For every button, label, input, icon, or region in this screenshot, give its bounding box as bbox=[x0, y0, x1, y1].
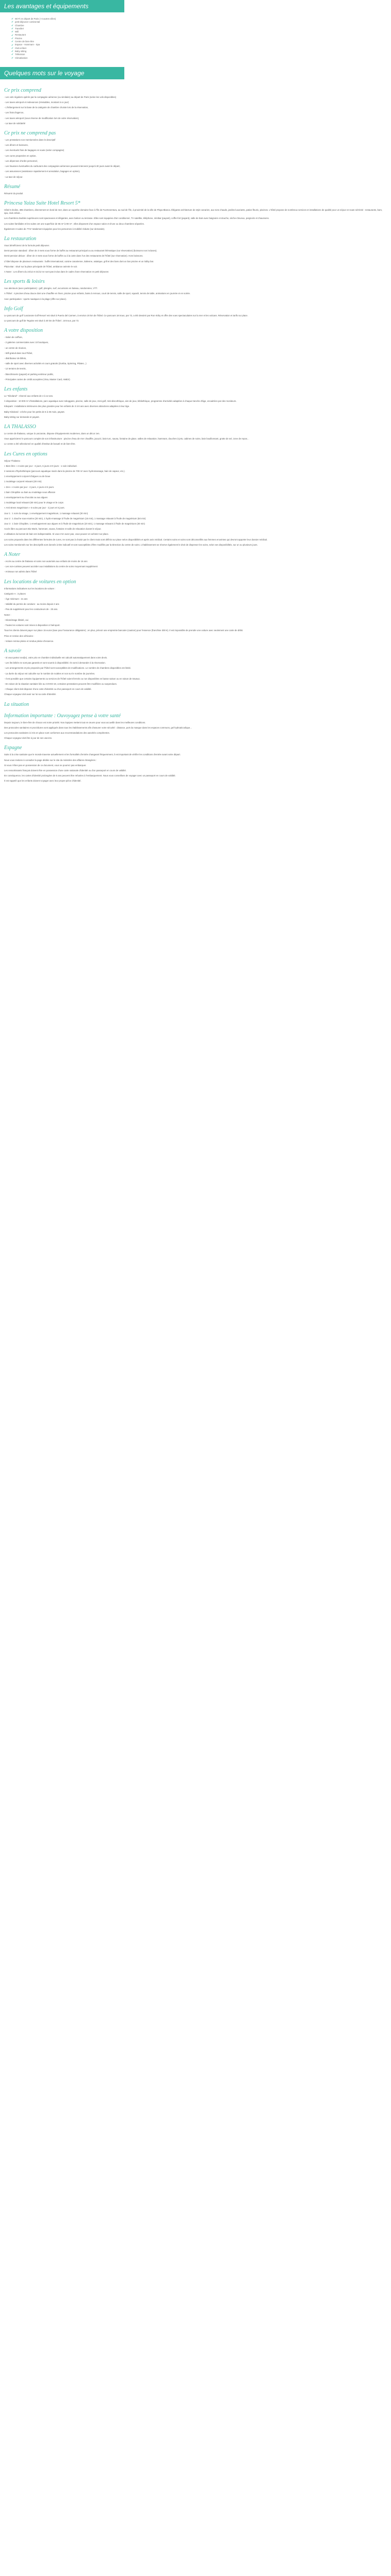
section-paragraph: Les chambres doubles supérieures sont spacieuses et élégantes, avec balcon ou terrasse. Elles sont équipées d'air conditionné, TV satellite, téléphone, minibar (payant), coffre-fort (payant), salle de bain avec baignoire et douche, sèche-cheveux, peignoirs et chaussons. bbox=[4, 217, 269, 220]
section-paragraph: Vous apprécierez le parcours complet de son infrastructure : piscine d'eau de mer chauffée, jacuzzi, bain turc, sauna, fontaine de glace, salles de relaxation, hammam, douches à jets, cabines de soins, bain bouillonnant, grotte de sel, zone de repos... bbox=[4, 437, 249, 440]
section-paragraph: 2 sessions d'hydrothérapie (parcours aquatique marin dans la piscine de 700 m² avec hydromassage, bain de vapeur, etc.). bbox=[4, 470, 125, 473]
section-paragraph: - La taxe de solidarité bbox=[4, 122, 26, 125]
section-paragraph: - Les dîners et boissons, bbox=[4, 144, 28, 147]
section-paragraph: Des protocoles sanitaires et procédures sont appliqués dans tous les établissements afin d'assurer votre sécurité : distance, port du masque dans les espaces communs, gel hydroalcoolique... bbox=[4, 726, 192, 729]
section-paragraph: - Les vols réguliers opérés par la compagnie aérienne (ou similaire) au départ de Paris (selon les vols disponibles) bbox=[4, 95, 117, 98]
advantage-label: Télévision bbox=[15, 53, 25, 56]
section-title: A Noter bbox=[4, 552, 21, 558]
section-paragraph: L'utilisation du bonnet de bain est indispensable. Si vous n'en avez pas, vous pouvez en acheter sur place. bbox=[4, 533, 109, 536]
section-paragraph: - Âge minimum : 21 ans bbox=[4, 598, 28, 601]
section-paragraph: Le centre a été sélectionné en qualité d'institut de beauté et de bien-être. bbox=[4, 443, 76, 446]
advantage-label: Transfert bbox=[15, 27, 24, 30]
info-section bbox=[4, 702, 387, 708]
section-paragraph: - Les prestations non mentionnées dans le descriptif bbox=[4, 139, 56, 142]
section-paragraph: Chaque voyageur doit avoir sur lui sa carte d'identité. bbox=[4, 693, 57, 696]
section-paragraph: Chaque voyageur doit être à jour de ses vaccins. bbox=[4, 737, 53, 740]
section-paragraph: A Noter : Les dîners du 24/12 et 31/12 ne sont pas inclus dans le cadre d'une réservation en petit déjeuner. bbox=[4, 270, 109, 273]
section-paragraph: Les protocoles sanitaires ici mis en place sont conformes aux recommandations des autorités compétentes. bbox=[4, 731, 110, 734]
check-icon: ✔ bbox=[11, 37, 14, 40]
section-paragraph: Vous bénéficierez de la formule petit déjeuner. bbox=[4, 244, 50, 247]
section-paragraph: « Zen » 4 soins par jour - 2 jours, 4 jours et 6 jours. bbox=[4, 485, 55, 488]
section-paragraph: - Principales cartes de crédit acceptées (Visa, Master Card, AMEX) bbox=[4, 378, 70, 381]
info-section bbox=[4, 88, 387, 125]
section-title: La situation bbox=[4, 701, 29, 707]
section-paragraph: 1 modelage local relaxant (50 min) pour le visage et le corps bbox=[4, 501, 63, 504]
check-icon: ✔ bbox=[11, 56, 14, 60]
section-paragraph: 1 enveloppement corporel d'algues ou de boue bbox=[4, 475, 51, 478]
section-paragraph: - Les hausses éventuelles du carburant des compagnies aériennes pouvant intervenir jusqu'à 30 jours avant le départ, bbox=[4, 165, 120, 168]
section-paragraph: - Les taxes aéroport (sous réserve de modification lors de votre réservation), bbox=[4, 116, 79, 120]
section-paragraph: Si vous n'êtes pas en possession de ce document, vous ne pourrez pas embarquer. bbox=[4, 764, 87, 767]
info-section bbox=[4, 328, 387, 381]
section-paragraph: - Pas de supplément pour les conducteurs de - 25 ans. bbox=[4, 608, 58, 611]
check-icon: ✔ bbox=[11, 46, 14, 50]
section-title: Les locations de voitures en option bbox=[4, 579, 76, 585]
section-paragraph: Le parcours de golf de Tegoise est situé à 40 km de l'hôtel ; 18 trous, par 72. bbox=[4, 319, 79, 322]
advantage-label: Wifi bbox=[15, 30, 19, 33]
check-icon: ✔ bbox=[11, 27, 14, 31]
section-paragraph: Aux alentours (avec participation) : golf, plongée, surf, excursions en bateau, randonnées, VTT. bbox=[4, 287, 98, 290]
info-section bbox=[4, 200, 387, 231]
check-icon: ✔ bbox=[11, 24, 14, 27]
page bbox=[0, 0, 391, 783]
section-paragraph: Jour 1 : 1 soin du visage, 1 enveloppement magnésium, 1 massage relaxant (30 min) bbox=[4, 512, 88, 515]
section-paragraph: - Les éventuels frais de bagages en soute (selon compagnie) bbox=[4, 149, 64, 152]
section-paragraph: Également 3 suites de 77m² totalement équipées pour les personnes à mobilité réduite (sur demande). bbox=[4, 227, 105, 230]
section-paragraph: Nous vous invitons à consulter la page dédiée sur le site du ministère des affaires étrangères : bbox=[4, 758, 97, 761]
check-icon: ✔ bbox=[11, 21, 14, 24]
trip-banner: Quelques mots sur le voyage bbox=[0, 67, 124, 79]
section-paragraph: - Salon de coiffure, bbox=[4, 336, 23, 339]
info-section bbox=[4, 130, 387, 179]
section-paragraph: Baby Kikoland : crèche pour les petits de 6 à 35 mois, payant. bbox=[4, 410, 65, 413]
section-paragraph: Le "Kikoland" : réservé aux enfants de 4 à 12 ans. bbox=[4, 394, 54, 397]
section-paragraph: Il est rappelé que les enfants doivent voyager avec leur propre pièce d'identité. bbox=[4, 779, 82, 783]
advantage-label: Climatisation bbox=[15, 56, 28, 59]
info-section bbox=[4, 713, 387, 740]
advantage-label: Club enfant bbox=[15, 46, 26, 49]
check-icon: ✔ bbox=[11, 18, 14, 21]
advantage-item bbox=[11, 57, 387, 60]
section-paragraph: « Bien-être » 4 soins par jour - 3 jours, 6 jours et 9 jours - 1 soin individuel. bbox=[4, 464, 77, 467]
section-paragraph: - 2 galeries commerciales avec 10 boutiques, bbox=[4, 341, 49, 344]
section-paragraph: - Il est possible que certains équipements ou services de l'hôtel soient fermés ou non disponibles en basse saison ou en raison de travaux. bbox=[4, 677, 140, 680]
section-paragraph: Kikopark : installations intérieures des plus grandes pour les enfants de 3 à 8 ans avec diverses attractions adaptées à leur âge. bbox=[4, 405, 130, 408]
section-title: Résumé bbox=[4, 183, 21, 190]
advantage-label: Espace - Hammam - Spa bbox=[15, 43, 40, 46]
advantages-banner: Les avantages et équipements bbox=[0, 0, 124, 12]
section-paragraph: Séjour Thalasso bbox=[4, 459, 20, 462]
section-title: Les enfants bbox=[4, 386, 28, 392]
section-paragraph: - un centre de réunion, bbox=[4, 346, 27, 349]
advantage-label: petit-déjeuner continental bbox=[15, 21, 40, 24]
section-title: La restauration bbox=[4, 235, 37, 242]
section-paragraph: - Si vous partez seul(e), votre prix en chambre individuelle est calculé automatiquement dans votre devis. bbox=[4, 656, 108, 659]
section-title: A savoir bbox=[4, 648, 22, 654]
section-paragraph: Accès libre au parcours Bio Marin, hammam, sauna, fontaine et salle de relaxation durant le séjour. bbox=[4, 528, 102, 531]
section-paragraph: Hôtel 5 étoiles, 385 chambres, directement en bord de mer, dans un superbe domaine face à l'île de Fuerteventura, au sud de l'île, à proximité de la ville de Playa Blanca. Élégante architecture de style canarien, aux tons chauds, jardins luxuriants, patios fleuris, piscines. L'hôtel propose de nombreux services et installations de qualité pour un séjour en toute sérénité : restaurants, bars, spa, club enfant... bbox=[4, 208, 383, 215]
info-section bbox=[4, 279, 387, 301]
section-paragraph: Avec participation : sports nautiques à la plage (offre sur place). bbox=[4, 297, 67, 300]
advantage-label: Restaurant bbox=[15, 33, 26, 37]
advantages-list bbox=[0, 12, 391, 62]
section-paragraph: Jour 2 : 1 douche sous-marine (20 min), 1 hydro-massage à l'huile de magnésium (15 min), 1 massage relaxant à l'huile de magnésium (50 min) bbox=[4, 517, 146, 520]
section-paragraph: 1 bain Cléopâtre ou bain au modelage sous affusion bbox=[4, 490, 56, 494]
section-paragraph: - Accès au centre de thalasso et soins non autorisés aux enfants de moins de 16 ans bbox=[4, 560, 88, 563]
section-title: Info Golf bbox=[4, 306, 23, 312]
info-section bbox=[4, 579, 387, 643]
section-paragraph: - Animaux non admis dans l'hôtel bbox=[4, 570, 37, 573]
section-paragraph: Les soins proposés dans les différentes formules de cures, ne sont pas à choisir par le client mais sont définis sur place selon disponibilités et après avis médical. Certains soins et soins sont déconseillés aux femmes enceintes qui devront apporter leur dossier médical. bbox=[4, 538, 268, 541]
section-paragraph: Catégorie A : 3 places bbox=[4, 592, 26, 595]
section-paragraph: - Les taxes aéroport et redevances (révisables, montant à ce jour) bbox=[4, 101, 69, 104]
section-paragraph: - Wifi gratuit dans tout l'hôtel, bbox=[4, 351, 33, 354]
check-icon: ✔ bbox=[11, 40, 14, 44]
section-paragraph: - blanchisserie (payant) et parking extérieur public, bbox=[4, 372, 54, 376]
section-paragraph: - La durée du séjour est calculée sur le nombre de nuitées et non sur le nombre de journées. bbox=[4, 672, 95, 675]
section-paragraph: Demi-pension standard : dîner de 3 mets sous forme de buffet au restaurant principal ou au restaurant thématique (sur réservation) (boissons non incluses). bbox=[4, 249, 157, 252]
info-section bbox=[4, 648, 387, 697]
section-paragraph: 1 modelage corporel relaxant (30 min) bbox=[4, 480, 42, 483]
section-title: A votre disposition bbox=[4, 328, 43, 334]
section-paragraph: - Kilométrage illimité, oui bbox=[4, 618, 28, 621]
section-paragraph: - L'hébergement sur la base de la catégorie de chambre choisie lors de la réservation, bbox=[4, 106, 89, 109]
section-paragraph: Jour 3 : 1 bain Cléopâtre, 1 enveloppement aux algues et à l'huile de magnésium (20 min), 1 massage relaxant à l'huile de magnésium (30 min) bbox=[4, 522, 145, 526]
section-paragraph: - salle de sport avec diverses activités et cours gratuits (Zumba, Spinning, Pilates...) bbox=[4, 362, 87, 365]
section-paragraph: - Toutes les voitures sont mises à disposition à l'aéroport. bbox=[4, 624, 60, 627]
info-section bbox=[4, 184, 387, 195]
check-icon: ✔ bbox=[11, 33, 14, 37]
advantage-label: Wi-Fi en départ de Paris (+4 autres villes) bbox=[15, 18, 56, 20]
section-paragraph: - En raison de la situation sanitaire liée au COVID-19, certaines prestations peuvent être modifiées ou suspendues. bbox=[4, 682, 118, 685]
section-paragraph: L'hôtel dispose de plusieurs restaurants : buffet international, cuisine canarienne, italienne, asiatique, grill et des bars dont un bar piscine et un lobby bar. bbox=[4, 260, 154, 263]
check-icon: ✔ bbox=[11, 43, 14, 47]
section-paragraph: Résumé du produit bbox=[4, 192, 23, 195]
check-icon: ✔ bbox=[11, 53, 14, 57]
advantage-label: Baby sitting bbox=[15, 49, 27, 53]
section-paragraph: - Les dépenses d'ordre personnel, bbox=[4, 159, 38, 162]
section-paragraph: - Les frais d'agence, bbox=[4, 111, 24, 114]
section-paragraph: « Anti stress magnésium » 6 soins par jour - 2 jours et 5 jours. bbox=[4, 506, 65, 510]
info-section bbox=[4, 552, 387, 574]
section-paragraph: Les suites familiales et les suites ont une superficie de 55 m² à 90 m² ; elles disposent d'un espace salon et d'une ou deux chambres séparées. bbox=[4, 222, 145, 225]
section-paragraph: Les ressortissants français doivent être en possession d'une carte nationale d'identité ou d'un passeport en cours de validité. bbox=[4, 769, 127, 772]
section-paragraph: - Les arrangements et prix proposés par l'hôtel sont susceptibles de modifications. Le nombre de chambres disponibles est limité. bbox=[4, 667, 132, 670]
info-section bbox=[4, 451, 387, 547]
section-paragraph: Le parcours de golf 'Lanzarote Golf Resort' est situé à Puerto del Carmen, à environ 20 km de l'hôtel. Ce parcours 18 trous, par 72, a été dessiné par Ron Kirby et offre des vues spectaculaires sur la mer et les volcans. Réservation et tarifs sur place. bbox=[4, 314, 248, 317]
info-section bbox=[4, 424, 387, 446]
info-section bbox=[4, 386, 387, 419]
section-title: Les sports & loisirs bbox=[4, 279, 45, 285]
section-paragraph: Le centre de thalasso, unique à Lanzarote, dispose d'équipements modernes, dans un décor zen. bbox=[4, 432, 100, 435]
check-icon: ✔ bbox=[11, 50, 14, 54]
section-paragraph: - Chaque client doit disposer d'une carte d'identité ou d'un passeport en cours de validité. bbox=[4, 688, 92, 691]
section-paragraph: Informations indicatives sur les locations de voiture : bbox=[4, 587, 56, 590]
section-title: Les Cures en options bbox=[4, 451, 47, 457]
section-paragraph: - Les cures proposées en option, bbox=[4, 154, 37, 157]
section-paragraph: - Les lits bébés ne sont pas garantis et sont soumis à disponibilité. Ils sont à demander à la réservation. bbox=[4, 662, 106, 665]
section-paragraph: Plaza Bar : situé sur la place principale de l'hôtel, ambiance animée le soir. bbox=[4, 265, 78, 268]
section-paragraph: - Voiture remise pleine et rendue pleine d'essence. bbox=[4, 639, 54, 642]
section-title: LA THALASSO bbox=[4, 424, 36, 430]
info-section bbox=[4, 745, 387, 783]
section-paragraph: 1 enveloppement au chocolat ou aux algues bbox=[4, 496, 48, 499]
section-title: Espagne bbox=[4, 745, 22, 751]
advantage-label: Chambre bbox=[15, 24, 24, 27]
section-paragraph: - La taxe de séjour. bbox=[4, 175, 23, 178]
section-paragraph: - 12 terrains de tennis, bbox=[4, 367, 26, 370]
check-icon: ✔ bbox=[11, 30, 14, 34]
section-paragraph: Prise et remise des véhicules : bbox=[4, 634, 35, 637]
section-paragraph: Les soins mentionnés sur les descriptifs sont donnés à titre indicatif et sont susceptibles d'être modifiés par la Direction du centre de soins. L'établissement se réserve également le droit de dispenser les soins, selon ses disponibilités, sur un ou plusieurs jours. bbox=[4, 543, 258, 546]
section-paragraph: En conséquence, les cartes d'identité prolongées de 5 ans peuvent être refusées à l'embarquement. Nous vous conseillons de voyager avec un passeport en cours de validité. bbox=[4, 774, 176, 777]
info-section bbox=[4, 236, 387, 274]
section-title: Princesa Yaiza Suite Hotel Resort 5* bbox=[4, 200, 80, 206]
section-paragraph: Baby-sitting sur demande et payant. bbox=[4, 415, 40, 418]
section-paragraph: Demi-pension deluxe : dîner de 3 mets sous forme de buffet ou à la carte dans l'un des restaurants de l'hôtel (sur réservation). Hors boissons. bbox=[4, 255, 143, 258]
trip-content bbox=[0, 79, 391, 783]
section-paragraph: Suite à la crise sanitaire que le monde traverse actuellement et les formalités d'entrée changeant fréquemment, il est important de vérifier les conditions d'entrée avant votre départ. bbox=[4, 753, 181, 756]
section-title: Ce prix ne comprend pas bbox=[4, 130, 56, 137]
section-title: Ce prix comprend bbox=[4, 87, 41, 93]
section-paragraph: - Validité du permis de conduire : au moins depuis 2 ans bbox=[4, 603, 59, 606]
section-paragraph: Depuis toujours, le bien-être de chacun est notre priorité. Nos équipes mettent tout en œuvre pour vous accueillir dans les meilleures conditions. bbox=[4, 721, 146, 724]
advantage-label: Centre de bien-être bbox=[15, 40, 35, 43]
section-paragraph: À disposition : 10 000 m² d'installations, parc aquatique avec toboggans, piscine, salle de jeux, mini-golf, mini-discothèque, aire de jeux, bibliothèque, programme d'activités adaptées à chaque tranche d'âge, encadrées par des moniteurs. bbox=[4, 400, 237, 403]
info-section bbox=[4, 306, 387, 323]
section-paragraph: - distributeur de billets, bbox=[4, 357, 27, 360]
section-paragraph: A l'hôtel : 4 piscines d'eau douce dont une chauffée en hiver, piscine pour enfants, bains à remous, court de tennis, salle de sport, squash, tennis de table, animations en journée et en soirée. bbox=[4, 292, 191, 295]
advantage-label: Piscine bbox=[15, 37, 22, 40]
section-paragraph: - Les assurances (assistance rapatriement et annulation, bagages en option), bbox=[4, 170, 80, 173]
section-paragraph: Tous les clients doivent payer sur place 15 euros (taxe pour l'assurance obligatoire) ; en plus, prévoir une empreinte bancaire (caution) pour l'essence (franchise 300 €). Il est impossible de prendre une voiture avec seulement une carte de débit. bbox=[4, 629, 243, 632]
section-paragraph: Notez : bbox=[4, 613, 11, 616]
section-title: Information importante : Ouvoyagez pense à votre santé bbox=[4, 713, 121, 719]
section-paragraph: - Les non-curistes peuvent accéder aux installations du centre de soins moyennant supplément bbox=[4, 565, 98, 568]
